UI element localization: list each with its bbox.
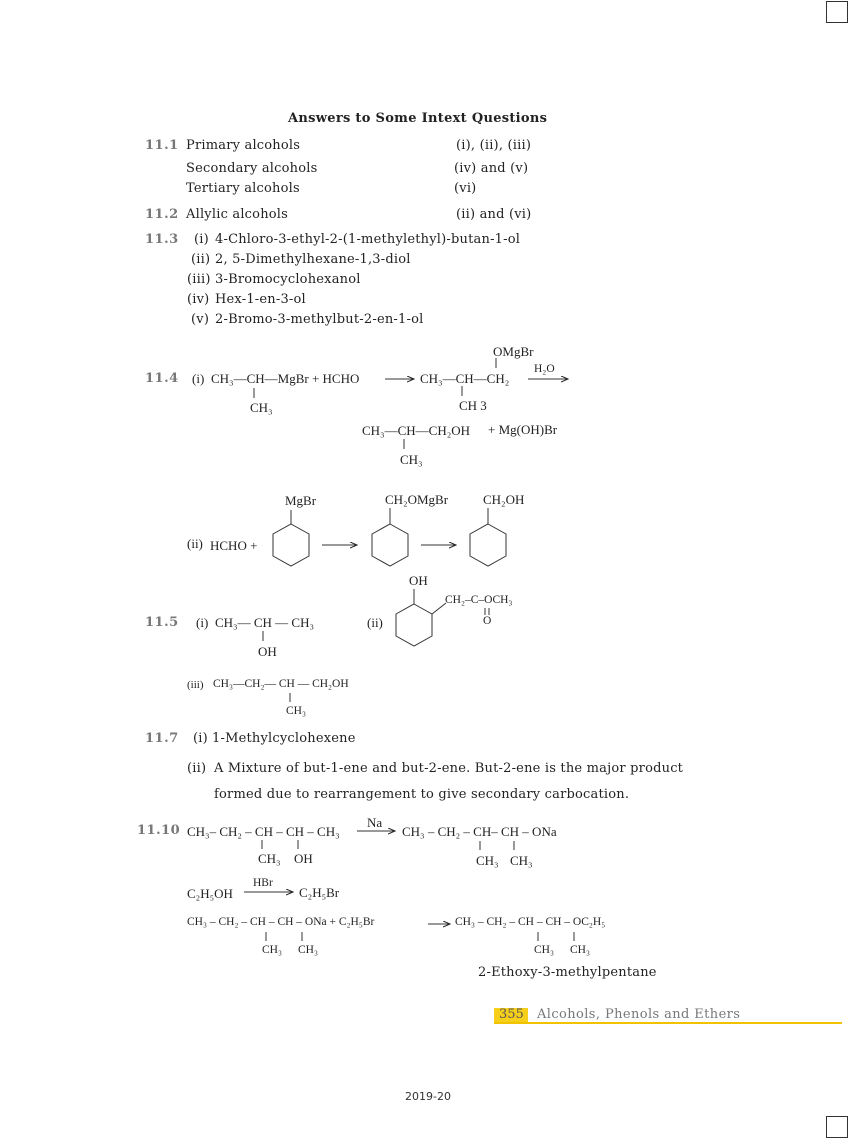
- product-name: 2-Ethoxy-3-methylpentane: [478, 965, 657, 980]
- section-title: Answers to Some Intext Questions: [288, 111, 548, 126]
- iupac-name: 4-Chloro-3-ethyl-2-(1-methylethyl)-butan-1-ol: [215, 232, 521, 247]
- intermediate-formula: CH₃—CH—CH₂: [420, 371, 510, 386]
- structure-formula: CH₃— CH — CH₃: [215, 615, 314, 630]
- product-branch: CH₃: [400, 452, 423, 467]
- cyclohexane-ring: [273, 524, 309, 566]
- arrow-label: H₂O: [534, 363, 555, 375]
- cyclohexane-ring: [396, 604, 432, 646]
- question-number-11-10: 11.10: [137, 823, 181, 838]
- carbonyl-oxygen: O: [483, 615, 492, 627]
- iupac-name: 2, 5-Dimethylhexane-1,3-diol: [215, 252, 411, 267]
- cyclohexane-ring: [372, 524, 408, 566]
- bond-line: [432, 603, 446, 614]
- roman-numeral: (ii): [367, 615, 383, 630]
- reactant-branch: CH₃: [262, 944, 282, 956]
- answer-label: Secondary alcohols: [186, 161, 318, 176]
- roman-numeral: (i): [194, 232, 209, 247]
- product-byproduct: + Mg(OH)Br: [488, 422, 558, 437]
- answer-label: Tertiary alcohols: [186, 181, 300, 196]
- cyclohexane-ring: [470, 524, 506, 566]
- question-number-11-4: 11.4: [145, 371, 179, 386]
- substituent-label: CH₂OMgBr: [385, 492, 449, 507]
- structure-branch: OH: [258, 644, 277, 659]
- iupac-name: 2-Bromo-3-methylbut-2-en-1-ol: [215, 312, 424, 327]
- iupac-name: Hex-1-en-3-ol: [215, 292, 306, 307]
- reactant-branch: CH₃: [250, 400, 273, 415]
- intermediate-top-group: OMgBr: [493, 344, 534, 359]
- arrow-label: HBr: [253, 877, 273, 889]
- roman-numeral: (ii): [191, 252, 211, 267]
- structure-branch: CH₃: [286, 705, 306, 717]
- iupac-name: 3-Bromocyclohexanol: [215, 272, 361, 287]
- question-number-11-1: 11.1: [145, 138, 179, 153]
- roman-numeral: (iv): [187, 292, 210, 307]
- edition-year: 2019-20: [405, 1090, 451, 1103]
- answer-text: A Mixture of but-1-ene and but-2-ene. But-2-ene is the major product: [214, 761, 684, 776]
- intermediate-branch: CH 3: [459, 398, 487, 413]
- roman-numeral: (iii): [187, 679, 204, 691]
- reactant-branch: CH₃: [258, 851, 281, 866]
- reaction-product: C₂H₅Br: [299, 885, 340, 900]
- roman-numeral: (ii): [187, 536, 203, 551]
- page-number: 355: [499, 1007, 524, 1022]
- roman-numeral: (iii): [187, 272, 211, 287]
- answer-value: (iv) and (v): [454, 161, 529, 176]
- structure-formula: CH₃—CH₂— CH — CH₂OH: [213, 678, 349, 690]
- answer-label: Primary alcohols: [186, 138, 301, 153]
- roman-numeral: (ii): [187, 761, 207, 776]
- substituent-label: CH₂OH: [483, 492, 525, 507]
- roman-numeral: (i): [192, 371, 205, 386]
- reaction-reactant: CH₃ – CH₂ – CH – CH – ONa + C₂H₅Br: [187, 916, 375, 928]
- ester-chain: CH₂–C–OCH₃: [445, 594, 513, 606]
- reactant-formula: HCHO +: [210, 538, 258, 553]
- hydroxy-label: OH: [409, 573, 428, 588]
- reaction-product: CH₃ – CH₂ – CH – CH – OC₂H₅: [455, 916, 606, 928]
- reactant-branch: CH₃: [298, 944, 318, 956]
- question-number-11-3: 11.3: [145, 232, 179, 247]
- product-branch: CH₃: [510, 853, 533, 868]
- footer-rule: [494, 1022, 842, 1024]
- answer-value: (ii) and (vi): [456, 207, 532, 222]
- answer-value: (vi): [454, 181, 477, 196]
- product-branch: CH₃: [534, 944, 554, 956]
- arrow-label: Na: [367, 815, 383, 830]
- substituent-label: MgBr: [285, 493, 317, 508]
- reaction-reactant: C₂H₅OH: [187, 886, 233, 901]
- roman-numeral: (i): [196, 615, 209, 630]
- reaction-product: CH₃ – CH₂ – CH– CH – ONa: [402, 824, 557, 839]
- answer-label: Allylic alcohols: [186, 207, 289, 222]
- answer-value: (i), (ii), (iii): [456, 138, 532, 153]
- roman-numeral: (v): [191, 312, 210, 327]
- answer-text: formed due to rearrangement to give secondary carbocation.: [214, 787, 630, 802]
- product-branch: CH₃: [476, 853, 499, 868]
- reactant-formula: CH₃—CH—MgBr + HCHO: [211, 371, 360, 386]
- roman-numeral: (i): [193, 731, 208, 746]
- product-formula: CH₃—CH—CH₂OH: [362, 423, 471, 438]
- question-number-11-7: 11.7: [145, 731, 179, 746]
- question-number-11-5: 11.5: [145, 615, 179, 630]
- question-number-11-2: 11.2: [145, 207, 179, 222]
- reactant-branch: OH: [294, 851, 313, 866]
- reaction-reactant: CH₃– CH₂ – CH – CH – CH₃: [187, 824, 340, 839]
- answer-text: 1-Methylcyclohexene: [212, 731, 356, 746]
- chapter-title: Alcohols, Phenols and Ethers: [537, 1007, 741, 1022]
- product-branch: CH₃: [570, 944, 590, 956]
